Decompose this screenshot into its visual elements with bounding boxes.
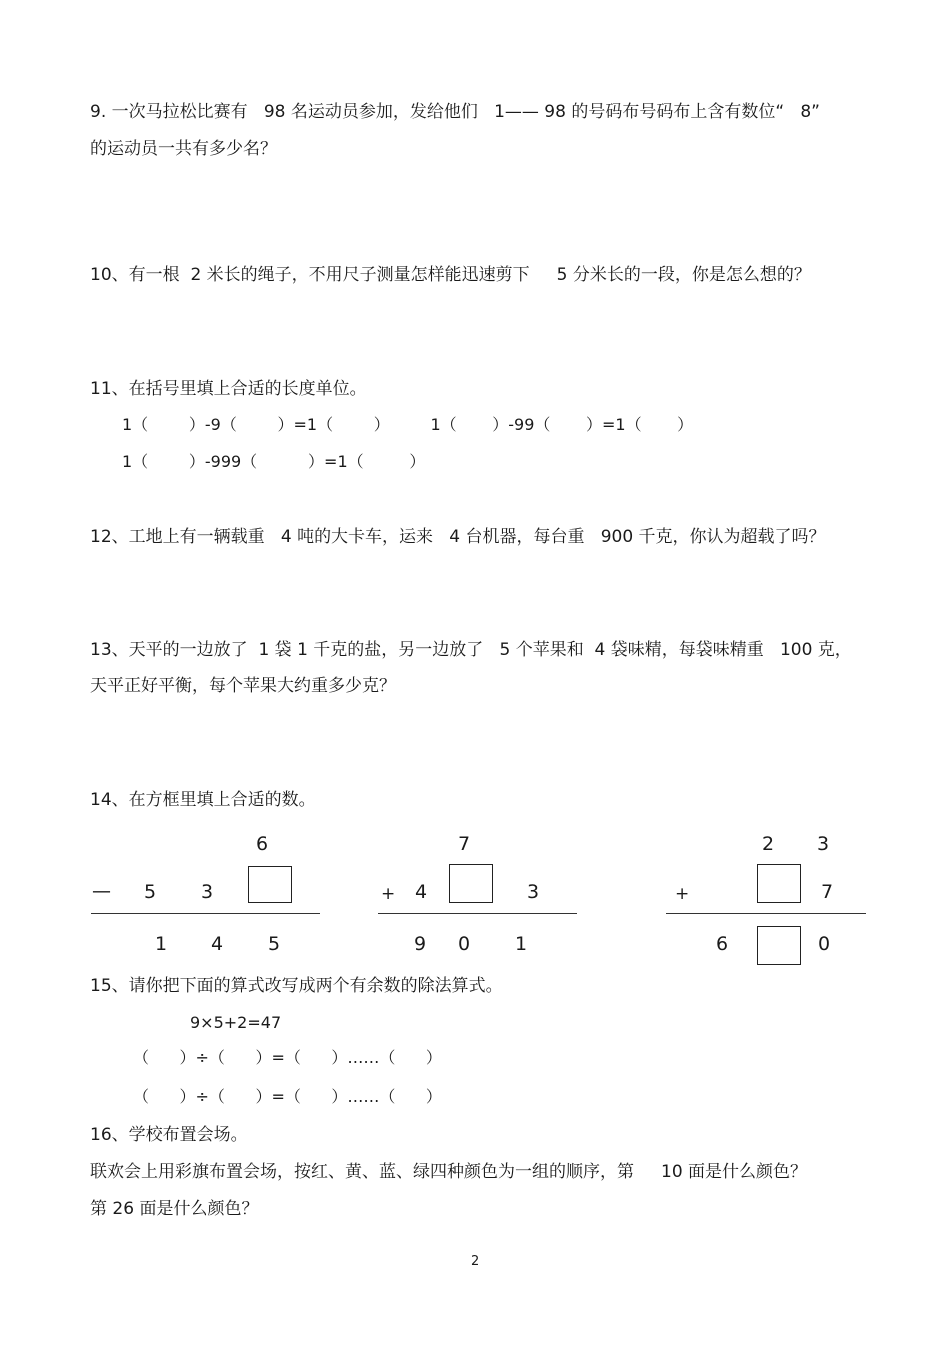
q15-expression: 9×5+2=47 [190, 1013, 282, 1032]
p1-borrow-digit: 6 [256, 833, 269, 855]
p2-carry-digit: 7 [458, 833, 471, 855]
p3-plus-sign: + [675, 884, 690, 904]
q9-line1: 9. 一次马拉松比赛有 98 名运动员参加，发给他们 1—— 98 的号码布号码布上含有数位“ 8” [90, 102, 820, 122]
p3-result-1: 6 [716, 933, 729, 955]
p3-answer-box-top[interactable] [757, 864, 801, 903]
q12-line1: 12、工地上有一辆载重 4 吨的大卡车，运来 4 台机器，每台重 900 千克，你认为超载了吗？ [90, 527, 826, 547]
q15-title: 15、请你把下面的算式改写成两个有余数的除法算式。 [90, 976, 503, 996]
q13-line1: 13、天平的一边放了 1 袋 1 千克的盐，另一边放了 5 个苹果和 4 袋味精，每袋味精重 100 克， [90, 640, 852, 660]
p1-result-1: 1 [155, 933, 168, 955]
q10-line1: 10、有一根 2 米长的绳子，不用尺子测量怎样能迅速剪下 5 分米长的一段，你是怎么想的？ [90, 265, 811, 285]
p2-digit-c: 3 [527, 881, 540, 903]
p1-digit-b: 3 [201, 881, 214, 903]
p3-top-digit-2: 3 [817, 833, 830, 855]
p3-answer-box-bottom[interactable] [757, 926, 801, 965]
p2-result-3: 1 [515, 933, 528, 955]
p3-top-digit-1: 2 [762, 833, 775, 855]
p1-digit-a: 5 [144, 881, 157, 903]
p1-answer-box[interactable] [248, 866, 292, 903]
q9-line2: 的运动员一共有多少名？ [90, 139, 277, 159]
q16-line2: 联欢会上用彩旗布置会场，按红、黄、蓝、绿四种颜色为一组的顺序，第 10 面是什么颜色？ [90, 1162, 808, 1182]
q11-row1: 1（ ）-9（ ）=1（ ） 1（ ）-99（ ）=1（ ） [122, 415, 694, 434]
p1-result-3: 5 [268, 933, 281, 955]
p3-rule [666, 913, 866, 914]
p2-plus-sign: + [381, 884, 396, 904]
p2-answer-box[interactable] [449, 864, 493, 903]
p1-minus-sign: — [92, 880, 111, 902]
q11-title: 11、在括号里填上合适的长度单位。 [90, 379, 367, 399]
q13-line2: 天平正好平衡，每个苹果大约重多少克？ [90, 676, 396, 696]
q14-title: 14、在方框里填上合适的数。 [90, 790, 316, 810]
q11-row2: 1（ ）-999（ ）=1（ ） [122, 452, 426, 471]
p3-digit-c: 7 [821, 881, 834, 903]
p2-rule [378, 913, 577, 914]
q16-title: 16、学校布置会场。 [90, 1125, 248, 1145]
p2-result-2: 0 [458, 933, 471, 955]
p2-result-1: 9 [414, 933, 427, 955]
p3-result-3: 0 [818, 933, 831, 955]
p2-digit-a: 4 [415, 881, 428, 903]
q16-line3: 第 26 面是什么颜色？ [90, 1199, 259, 1219]
page-number: 2 [471, 1254, 480, 1269]
q15-row1: （ ）÷（ ）=（ ）……（ ） [133, 1048, 442, 1067]
q15-row2: （ ）÷（ ）=（ ）……（ ） [133, 1087, 442, 1106]
p1-rule [91, 913, 320, 914]
p1-result-2: 4 [211, 933, 224, 955]
